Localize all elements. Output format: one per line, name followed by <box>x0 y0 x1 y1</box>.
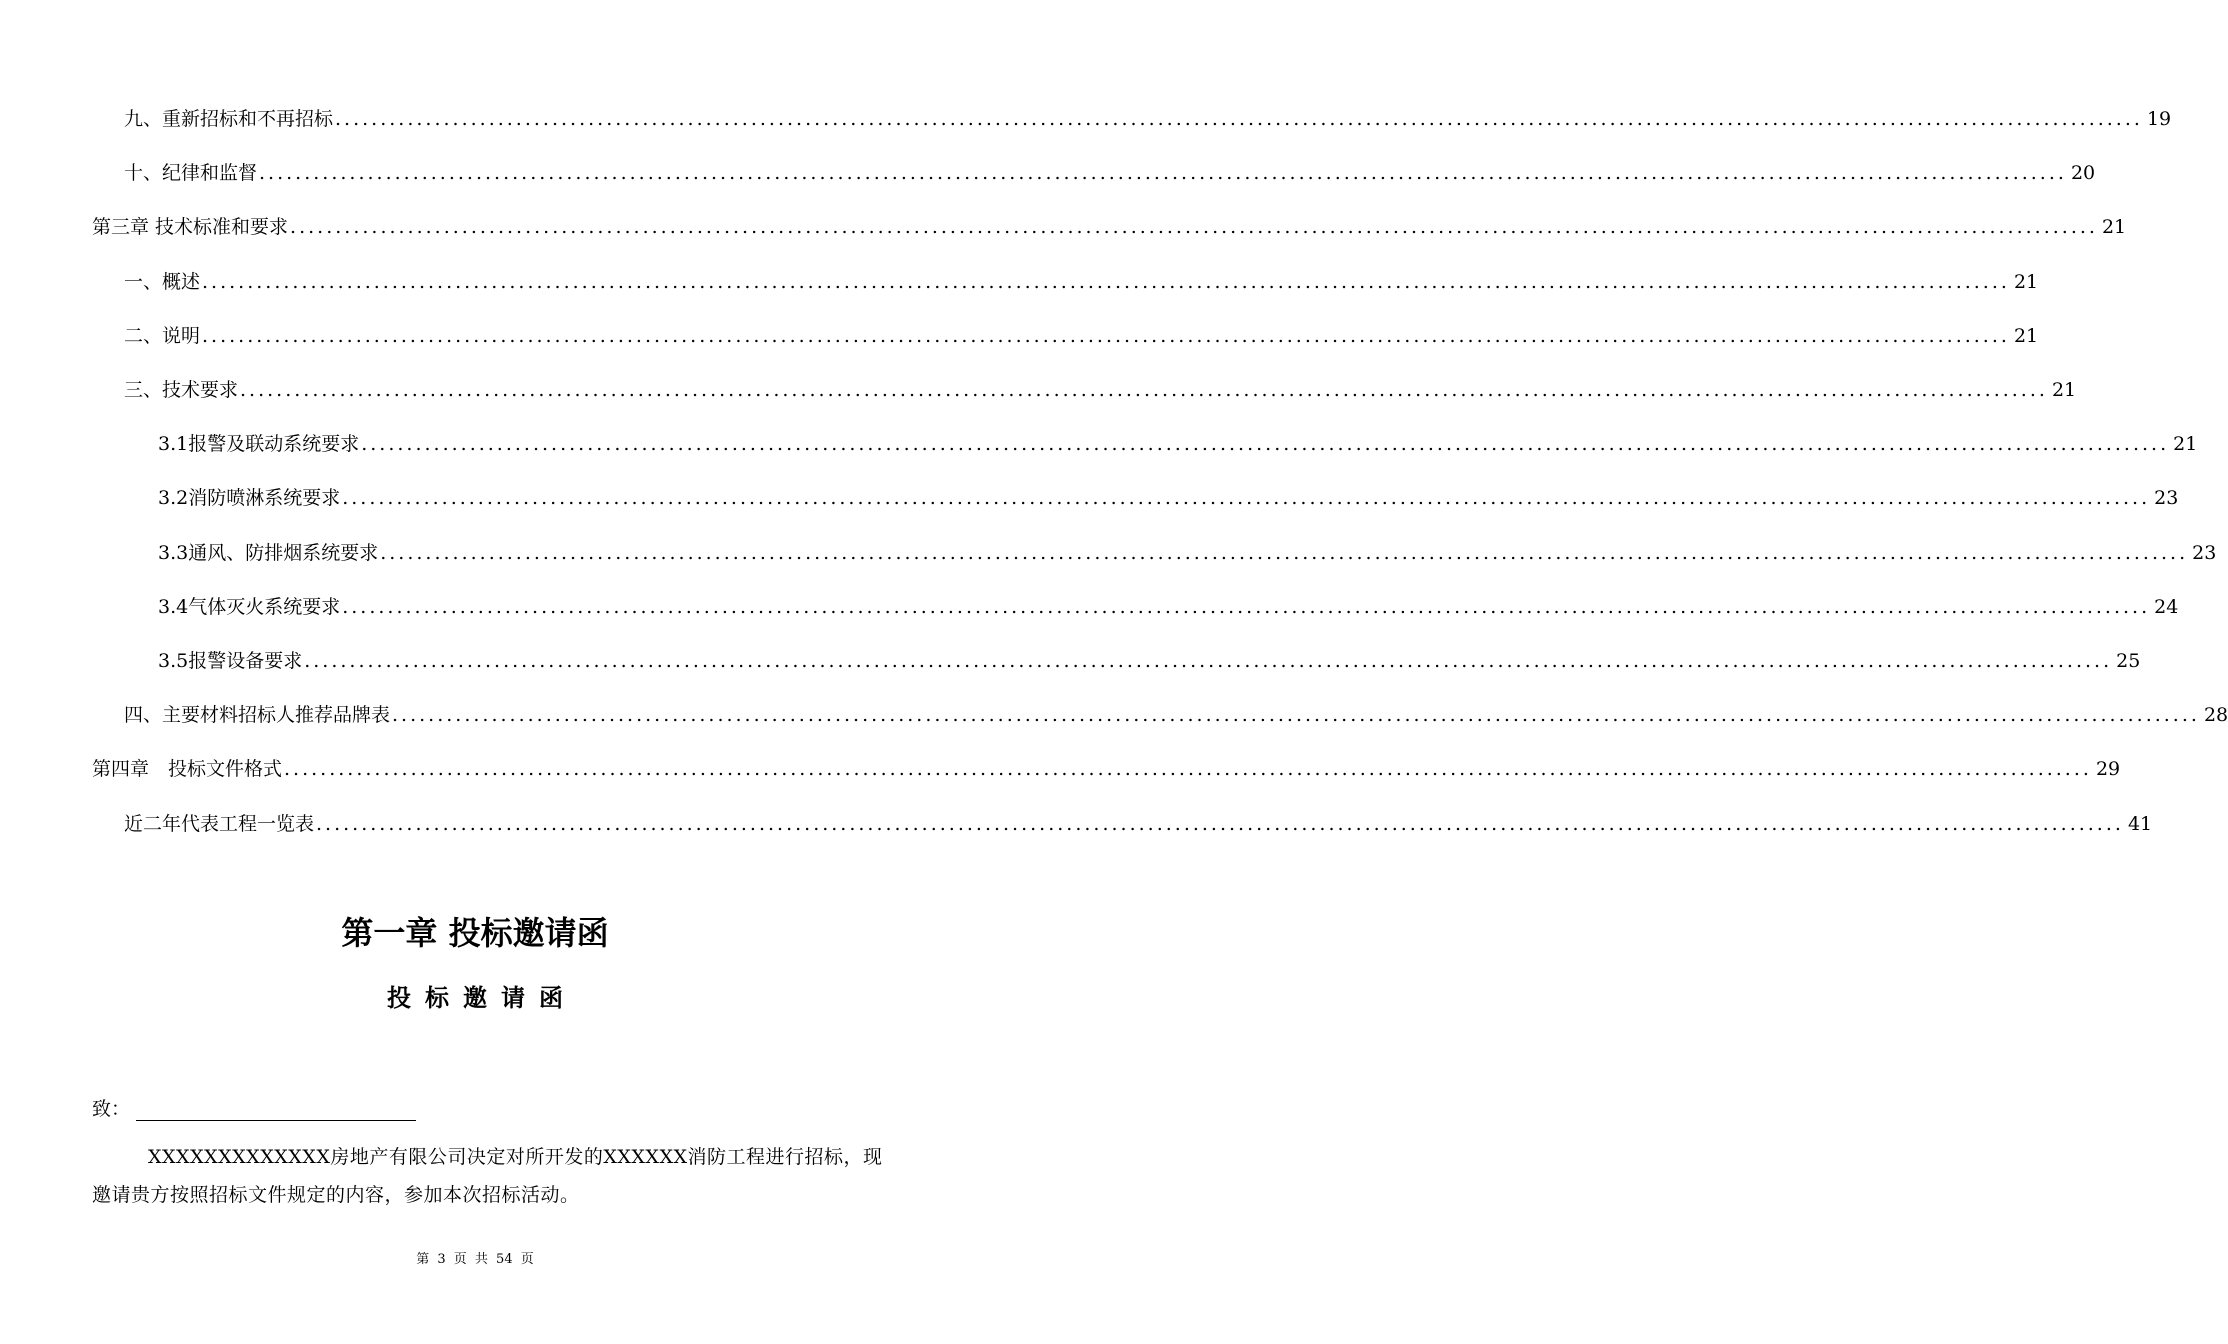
toc-entry-label: 三、技术要求 <box>124 379 239 401</box>
toc-entry[interactable] <box>124 375 2077 405</box>
toc-entry-page-number: 21 <box>2013 270 2039 293</box>
toc-dot-leader: ........................................................................................................................................................................................................ <box>240 379 2048 401</box>
page-footer: 第 3 页 共 54 页 <box>416 1252 534 1267</box>
toc-entry-page-number: 21 <box>2013 324 2039 347</box>
toc-entry-page-number: 41 <box>2127 812 2153 835</box>
toc-entry-label: 3.3通风、防排烟系统要求 <box>158 541 379 564</box>
toc-dot-leader: ........................................................................................................................................................................................................ <box>380 541 2189 564</box>
salutation <box>92 1094 416 1121</box>
toc-entry-page-number: 21 <box>2051 379 2077 401</box>
toc-entry-page-number: 25 <box>2116 650 2141 672</box>
toc-entry-page-number: 19 <box>2146 108 2172 130</box>
toc-dot-leader: ........................................................................................................................................................................................................ <box>335 108 2143 130</box>
toc-entry-label: 3.2消防喷淋系统要求 <box>158 487 341 510</box>
toc-dot-leader: ........................................................................................................................................................................................................ <box>316 812 2124 835</box>
toc-entry[interactable] <box>158 429 2198 459</box>
toc-entry[interactable] <box>124 321 2039 351</box>
toc-entry-label: 十、纪律和监督 <box>124 162 258 185</box>
toc-entry-label: 3.5报警设备要求 <box>158 650 303 672</box>
toc-entry[interactable] <box>158 592 2179 622</box>
toc-dot-leader: ........................................................................................................................................................................................................ <box>259 162 2067 185</box>
toc-entry-label: 一、概述 <box>124 270 201 293</box>
toc-entry-page-number: 28 <box>2203 704 2228 727</box>
toc-dot-leader: ........................................................................................................................................................................................................ <box>342 595 2151 618</box>
chapter-title: 第一章 投标邀请函 <box>341 914 609 952</box>
salutation-label: 致： <box>92 1098 131 1120</box>
toc-entry[interactable] <box>124 700 2228 730</box>
toc-entry-label: 第三章 技术标准和要求 <box>92 216 289 239</box>
toc-entry-label: 九、重新招标和不再招标 <box>124 108 334 130</box>
toc-entry-page-number: 23 <box>2154 487 2179 510</box>
toc-entry[interactable] <box>124 158 2096 188</box>
toc-entry-label: 3.1报警及联动系统要求 <box>158 433 360 456</box>
toc-entry-page-number: 24 <box>2154 595 2179 618</box>
toc-entry[interactable] <box>124 809 2153 839</box>
toc-dot-leader: ........................................................................................................................................................................................................ <box>342 487 2151 510</box>
toc-entry[interactable] <box>92 212 2127 242</box>
recipient-blank-line <box>136 1098 416 1121</box>
toc-dot-leader: ........................................................................................................................................................................................................ <box>392 704 2200 727</box>
toc-entry-page-number: 20 <box>2070 162 2096 185</box>
toc-entry[interactable] <box>158 483 2179 513</box>
toc-dot-leader: ........................................................................................................................................................................................................ <box>361 433 2170 456</box>
toc-entry-label: 四、主要材料招标人推荐品牌表 <box>124 704 391 727</box>
toc-dot-leader: ........................................................................................................................................................................................................ <box>290 216 2098 239</box>
toc-dot-leader: ........................................................................................................................................................................................................ <box>284 758 2092 781</box>
toc-entry[interactable] <box>158 646 2141 676</box>
toc-entry[interactable] <box>124 104 2172 134</box>
toc-entry[interactable] <box>158 538 2217 568</box>
toc-entry[interactable] <box>124 267 2039 297</box>
toc-entry-label: 二、说明 <box>124 324 201 347</box>
toc-entry-label: 第四章 投标文件格式 <box>92 758 283 781</box>
toc-entry-label: 近二年代表工程一览表 <box>124 812 315 835</box>
letter-body-paragraph: XXXXXXXXXXXXX房地产有限公司决定对所开发的XXXXXX消防工程进行招标，现邀请贵方按照招标文件规定的内容，参加本次招标活动。 <box>92 1146 883 1206</box>
toc-entry-page-number: 29 <box>2095 758 2121 781</box>
toc-entry-page-number: 23 <box>2192 541 2217 564</box>
toc-dot-leader: ........................................................................................................................................................................................................ <box>304 650 2113 672</box>
toc-entry[interactable] <box>92 754 2121 784</box>
toc-entry-page-number: 21 <box>2173 433 2198 456</box>
toc-dot-leader: ........................................................................................................................................................................................................ <box>202 324 2010 347</box>
letter-title: 投标邀请函 <box>387 984 577 1012</box>
toc-entry-label: 3.4气体灭火系统要求 <box>158 595 341 618</box>
toc-entry-page-number: 21 <box>2101 216 2127 239</box>
toc-dot-leader: ........................................................................................................................................................................................................ <box>202 270 2010 293</box>
